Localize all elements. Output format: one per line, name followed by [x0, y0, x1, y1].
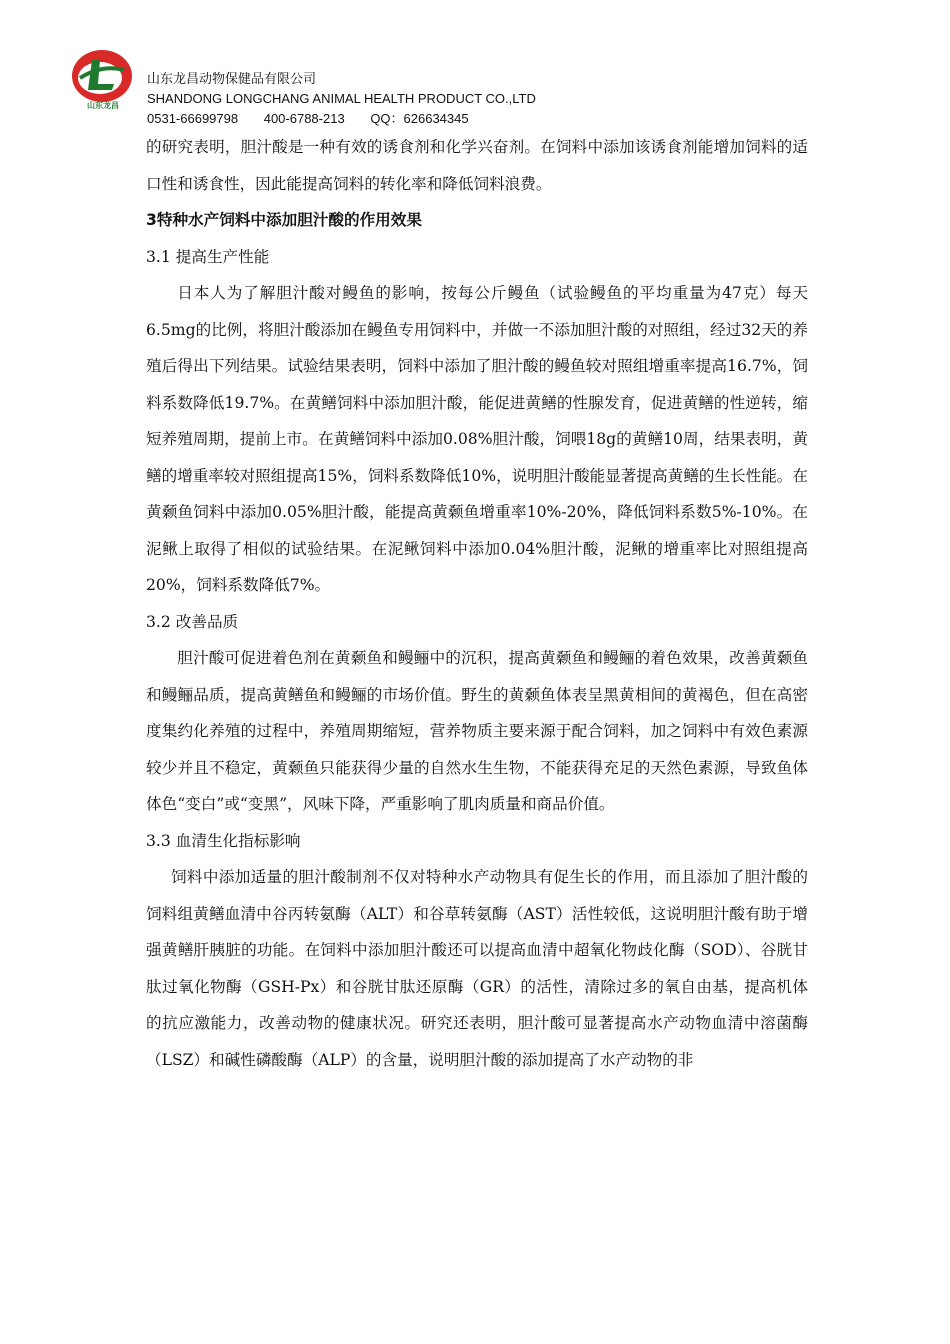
document-body	[146, 129, 808, 1078]
section-3-1-heading: 3.1 提高生产性能	[146, 247, 270, 266]
contact-row	[147, 109, 536, 129]
logo-caption: 山东龙昌	[87, 101, 119, 110]
section-3-2-heading: 3.2 改善品质	[146, 612, 239, 631]
section-3-heading: 3特种水产饲料中添加胆汁酸的作用效果	[146, 211, 422, 229]
company-name-cn: 山东龙昌动物保健品有限公司	[147, 71, 317, 86]
qq-number: QQ：626634345	[370, 111, 469, 126]
paragraph-intro: 的研究表明，胆汁酸是一种有效的诱食剂和化学兴奋剂。在饲料中添加该诱食剂能增加饲料的适口性和诱食性，因此能提高饲料的转化率和降低饲料浪费。	[146, 138, 808, 193]
company-name-en: SHANDONG LONGCHANG ANIMAL HEALTH PRODUCT CO.,LTD	[147, 91, 536, 106]
section-3-3-heading: 3.3 血清生化指标影响	[146, 831, 301, 850]
phone-1: 0531-66699798	[147, 111, 239, 126]
letterhead	[147, 69, 536, 129]
section-3-1-paragraph: 日本人为了解胆汁酸对鳗鱼的影响，按每公斤鳗鱼（试验鳗鱼的平均重量为47克）每天6.5mg的比例，将胆汁酸添加在鳗鱼专用饲料中，并做一不添加胆汁酸的对照组，经过32天的养殖后得出下列结果。试验结果表明，饲料中添加了胆汁酸的鳗鱼较对照组增重率提高16.7%，饲料系数降低19.7%。在黄鳝饲料中添加胆汁酸，能促进黄鳝的性腺发育，促进黄鳝的性逆转，缩短养殖周期，提前上市。在黄鳝饲料中添加0.08%胆汁酸，饲喂18g的黄鳝10周，结果表明，黄鳝的增重率较对照组提高15%，饲料系数降低10%，说明胆汁酸能显著提高黄鳝的生长性能。在黄颡鱼饲料中添加0.05%胆汁酸，能提高黄颡鱼增重率10%-20%，降低饲料系数5%-10%。在泥鳅上取得了相似的试验结果。在泥鳅饲料中添加0.04%胆汁酸，泥鳅的增重率比对照组提高20%，饲料系数降低7%。	[146, 284, 808, 594]
section-3-2-paragraph: 胆汁酸可促进着色剂在黄颡鱼和鳗鲡中的沉积，提高黄颡鱼和鳗鲡的着色效果，改善黄颡鱼和鳗鲡品质，提高黄鳝鱼和鳗鲡的市场价值。野生的黄颡鱼体表呈黑黄相间的黄褐色，但在高密度集约化养殖的过程中，养殖周期缩短，营养物质主要来源于配合饲料，加之饲料中有效色素源较少并且不稳定，黄颡鱼只能获得少量的自然水生生物，不能获得充足的天然色素源，导致鱼体体色“变白”或“变黑”，风味下降，严重影响了肌肉质量和商品价值。	[146, 649, 808, 813]
section-3-3-paragraph: 饲料中添加适量的胆汁酸制剂不仅对特种水产动物具有促生长的作用，而且添加了胆汁酸的饲料组黄鳝血清中谷丙转氨酶（ALT）和谷草转氨酶（AST）活性较低，这说明胆汁酸有助于增强黄鳝肝胰脏的功能。在饲料中添加胆汁酸还可以提高血清中超氧化物歧化酶（SOD）、谷胱甘肽过氧化物酶（GSH-Px）和谷胱甘肽还原酶（GR）的活性，清除过多的氧自由基，提高机体的抗应激能力，改善动物的健康状况。研究还表明，胆汁酸可显著提高水产动物血清中溶菌酶（LSZ）和碱性磷酸酶（ALP）的含量，说明胆汁酸的添加提高了水产动物的非	[146, 868, 808, 1069]
phone-2: 400-6788-213	[263, 111, 345, 126]
